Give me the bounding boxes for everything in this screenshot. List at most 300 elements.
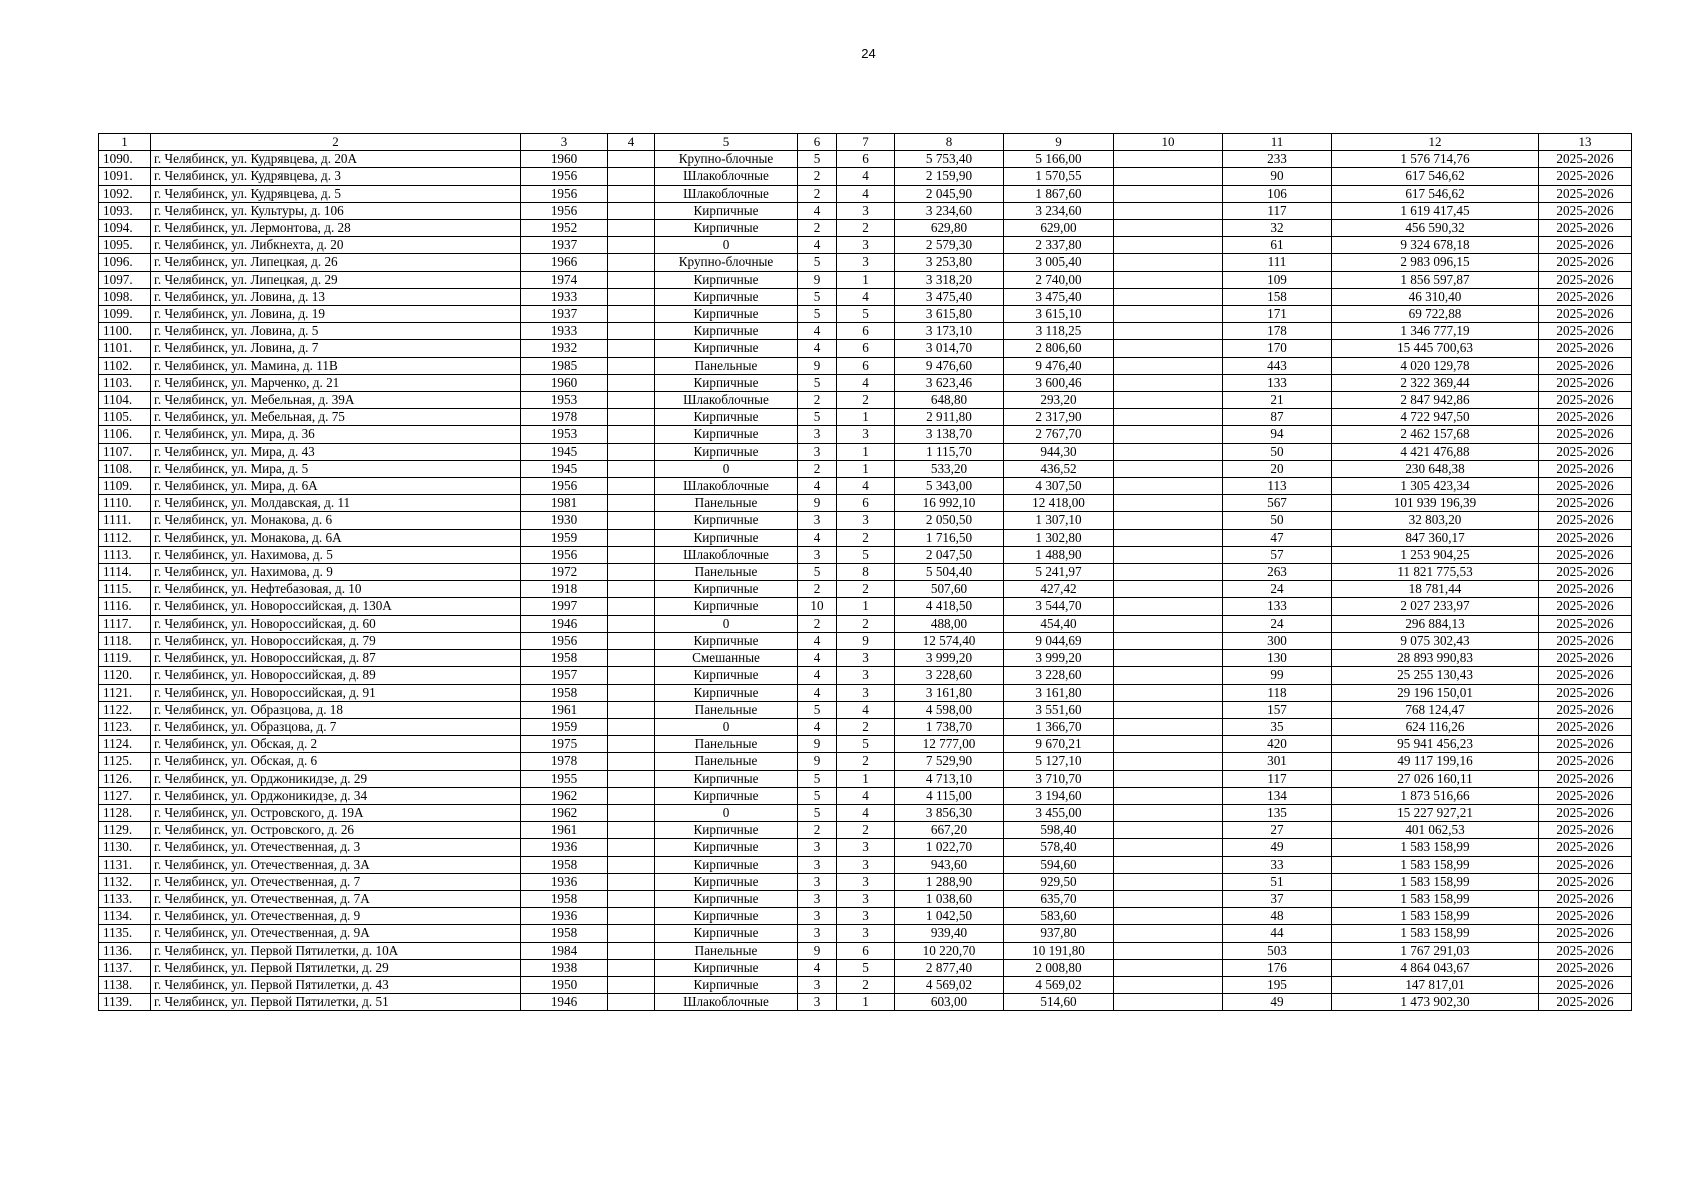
col-4-cell: [608, 701, 655, 718]
col-10-cell: [1114, 512, 1223, 529]
col-4-cell: [608, 615, 655, 632]
col-10-cell: [1114, 237, 1223, 254]
cost-cell: 15 445 700,63: [1332, 340, 1539, 357]
row-number-cell: 1128.: [99, 804, 151, 821]
cost-cell: 2 847 942,86: [1332, 392, 1539, 409]
table-row: [99, 512, 1632, 529]
floors-cell: 3: [798, 890, 837, 907]
floors-cell: 4: [798, 718, 837, 735]
year-built-cell: 1981: [521, 495, 608, 512]
year-built-cell: 1955: [521, 770, 608, 787]
year-built-cell: 1985: [521, 357, 608, 374]
period-cell: 2025-2026: [1539, 564, 1632, 581]
row-number-cell: 1108.: [99, 460, 151, 477]
living-area-cell: 3 710,70: [1004, 770, 1114, 787]
living-area-cell: 293,20: [1004, 392, 1114, 409]
table-row: [99, 994, 1632, 1011]
living-area-cell: 3 600,46: [1004, 374, 1114, 391]
period-cell: 2025-2026: [1539, 323, 1632, 340]
address-cell: г. Челябинск, ул. Новороссийская, д. 91: [151, 684, 521, 701]
year-built-cell: 1933: [521, 288, 608, 305]
floors-cell: 2: [798, 615, 837, 632]
address-cell: г. Челябинск, ул. Обская, д. 2: [151, 736, 521, 753]
total-area-cell: 10 220,70: [895, 942, 1004, 959]
row-number-cell: 1092.: [99, 185, 151, 202]
residents-cell: 87: [1223, 409, 1332, 426]
wall-material-cell: Смешанные: [655, 650, 798, 667]
row-number-cell: 1098.: [99, 288, 151, 305]
period-cell: 2025-2026: [1539, 220, 1632, 237]
address-cell: г. Челябинск, ул. Отечественная, д. 9: [151, 908, 521, 925]
wall-material-cell: Панельные: [655, 942, 798, 959]
floors-cell: 4: [798, 632, 837, 649]
row-number-cell: 1123.: [99, 718, 151, 735]
residents-cell: 51: [1223, 873, 1332, 890]
total-area-cell: 2 050,50: [895, 512, 1004, 529]
living-area-cell: 514,60: [1004, 994, 1114, 1011]
col-10-cell: [1114, 392, 1223, 409]
cost-cell: 1 583 158,99: [1332, 873, 1539, 890]
col-10-cell: [1114, 856, 1223, 873]
floors-cell: 3: [798, 512, 837, 529]
period-cell: 2025-2026: [1539, 839, 1632, 856]
residents-cell: 301: [1223, 753, 1332, 770]
floors-cell: 3: [798, 426, 837, 443]
cost-cell: 1 856 597,87: [1332, 271, 1539, 288]
floors-cell: 5: [798, 564, 837, 581]
wall-material-cell: Кирпичные: [655, 787, 798, 804]
cost-cell: 624 116,26: [1332, 718, 1539, 735]
floors-cell: 4: [798, 202, 837, 219]
living-area-cell: 3 234,60: [1004, 202, 1114, 219]
residents-cell: 50: [1223, 512, 1332, 529]
residents-cell: 20: [1223, 460, 1332, 477]
total-area-cell: 3 014,70: [895, 340, 1004, 357]
entrances-cell: 2: [837, 392, 895, 409]
cost-cell: 1 619 417,45: [1332, 202, 1539, 219]
floors-cell: 10: [798, 598, 837, 615]
col-10-cell: [1114, 718, 1223, 735]
col-4-cell: [608, 443, 655, 460]
total-area-cell: 12 777,00: [895, 736, 1004, 753]
residents-cell: 61: [1223, 237, 1332, 254]
total-area-cell: 4 713,10: [895, 770, 1004, 787]
residents-cell: 48: [1223, 908, 1332, 925]
col-4-cell: [608, 306, 655, 323]
period-cell: 2025-2026: [1539, 684, 1632, 701]
living-area-cell: 1 488,90: [1004, 546, 1114, 563]
entrances-cell: 9: [837, 632, 895, 649]
residents-cell: 567: [1223, 495, 1332, 512]
cost-cell: 2 983 096,15: [1332, 254, 1539, 271]
col-10-cell: [1114, 409, 1223, 426]
row-number-cell: 1093.: [99, 202, 151, 219]
col-4-cell: [608, 598, 655, 615]
entrances-cell: 1: [837, 443, 895, 460]
year-built-cell: 1956: [521, 546, 608, 563]
living-area-cell: 5 166,00: [1004, 151, 1114, 168]
year-built-cell: 1961: [521, 701, 608, 718]
floors-cell: 4: [798, 340, 837, 357]
cost-cell: 401 062,53: [1332, 822, 1539, 839]
floors-cell: 5: [798, 409, 837, 426]
wall-material-cell: Панельные: [655, 564, 798, 581]
address-cell: г. Челябинск, ул. Липецкая, д. 26: [151, 254, 521, 271]
header-cell: 10: [1114, 134, 1223, 151]
cost-cell: 847 360,17: [1332, 529, 1539, 546]
residents-cell: 178: [1223, 323, 1332, 340]
address-cell: г. Челябинск, ул. Островского, д. 19А: [151, 804, 521, 821]
col-10-cell: [1114, 925, 1223, 942]
entrances-cell: 3: [837, 856, 895, 873]
residents-cell: 99: [1223, 667, 1332, 684]
residents-cell: 420: [1223, 736, 1332, 753]
total-area-cell: 2 159,90: [895, 168, 1004, 185]
cost-cell: 1 346 777,19: [1332, 323, 1539, 340]
residents-cell: 130: [1223, 650, 1332, 667]
period-cell: 2025-2026: [1539, 271, 1632, 288]
living-area-cell: 1 307,10: [1004, 512, 1114, 529]
cost-cell: 25 255 130,43: [1332, 667, 1539, 684]
table-row: [99, 357, 1632, 374]
living-area-cell: 2 317,90: [1004, 409, 1114, 426]
year-built-cell: 1936: [521, 839, 608, 856]
residents-cell: 27: [1223, 822, 1332, 839]
entrances-cell: 1: [837, 598, 895, 615]
col-10-cell: [1114, 185, 1223, 202]
residents-cell: 57: [1223, 546, 1332, 563]
table-row: [99, 959, 1632, 976]
period-cell: 2025-2026: [1539, 237, 1632, 254]
address-cell: г. Челябинск, ул. Новороссийская, д. 130А: [151, 598, 521, 615]
living-area-cell: 2 806,60: [1004, 340, 1114, 357]
period-cell: 2025-2026: [1539, 701, 1632, 718]
residents-cell: 134: [1223, 787, 1332, 804]
col-10-cell: [1114, 357, 1223, 374]
wall-material-cell: Кирпичные: [655, 581, 798, 598]
residents-cell: 32: [1223, 220, 1332, 237]
wall-material-cell: Кирпичные: [655, 271, 798, 288]
table-row: [99, 581, 1632, 598]
row-number-cell: 1104.: [99, 392, 151, 409]
col-4-cell: [608, 839, 655, 856]
cost-cell: 1 305 423,34: [1332, 478, 1539, 495]
col-4-cell: [608, 512, 655, 529]
table-row: [99, 254, 1632, 271]
col-10-cell: [1114, 288, 1223, 305]
entrances-cell: 5: [837, 306, 895, 323]
total-area-cell: 507,60: [895, 581, 1004, 598]
wall-material-cell: Кирпичные: [655, 667, 798, 684]
floors-cell: 2: [798, 460, 837, 477]
address-cell: г. Челябинск, ул. Первой Пятилетки, д. 29: [151, 959, 521, 976]
entrances-cell: 4: [837, 478, 895, 495]
period-cell: 2025-2026: [1539, 753, 1632, 770]
residents-cell: 117: [1223, 202, 1332, 219]
entrances-cell: 2: [837, 976, 895, 993]
address-cell: г. Челябинск, ул. Мира, д. 6А: [151, 478, 521, 495]
year-built-cell: 1956: [521, 632, 608, 649]
year-built-cell: 1960: [521, 151, 608, 168]
residents-cell: 21: [1223, 392, 1332, 409]
address-cell: г. Челябинск, ул. Ловина, д. 19: [151, 306, 521, 323]
wall-material-cell: Шлакоблочные: [655, 994, 798, 1011]
cost-cell: 147 817,01: [1332, 976, 1539, 993]
year-built-cell: 1946: [521, 615, 608, 632]
period-cell: 2025-2026: [1539, 495, 1632, 512]
entrances-cell: 3: [837, 684, 895, 701]
floors-cell: 4: [798, 323, 837, 340]
year-built-cell: 1978: [521, 753, 608, 770]
year-built-cell: 1956: [521, 478, 608, 495]
period-cell: 2025-2026: [1539, 890, 1632, 907]
col-10-cell: [1114, 942, 1223, 959]
table-row: [99, 529, 1632, 546]
row-number-cell: 1106.: [99, 426, 151, 443]
table-row: [99, 426, 1632, 443]
total-area-cell: 3 228,60: [895, 667, 1004, 684]
cost-cell: 11 821 775,53: [1332, 564, 1539, 581]
living-area-cell: 5 127,10: [1004, 753, 1114, 770]
col-10-cell: [1114, 168, 1223, 185]
total-area-cell: 16 992,10: [895, 495, 1004, 512]
entrances-cell: 5: [837, 736, 895, 753]
living-area-cell: 944,30: [1004, 443, 1114, 460]
period-cell: 2025-2026: [1539, 925, 1632, 942]
col-10-cell: [1114, 839, 1223, 856]
table-row: [99, 374, 1632, 391]
entrances-cell: 3: [837, 254, 895, 271]
entrances-cell: 6: [837, 340, 895, 357]
year-built-cell: 1932: [521, 340, 608, 357]
col-4-cell: [608, 323, 655, 340]
wall-material-cell: Кирпичные: [655, 873, 798, 890]
address-cell: г. Челябинск, ул. Кудрявцева, д. 20А: [151, 151, 521, 168]
total-area-cell: 1 115,70: [895, 443, 1004, 460]
address-cell: г. Челябинск, ул. Островского, д. 26: [151, 822, 521, 839]
row-number-cell: 1120.: [99, 667, 151, 684]
entrances-cell: 3: [837, 873, 895, 890]
row-number-cell: 1134.: [99, 908, 151, 925]
living-area-cell: 583,60: [1004, 908, 1114, 925]
entrances-cell: 4: [837, 374, 895, 391]
row-number-cell: 1138.: [99, 976, 151, 993]
wall-material-cell: 0: [655, 615, 798, 632]
col-10-cell: [1114, 220, 1223, 237]
total-area-cell: 4 598,00: [895, 701, 1004, 718]
table-row: [99, 478, 1632, 495]
cost-cell: 456 590,32: [1332, 220, 1539, 237]
total-area-cell: 2 047,50: [895, 546, 1004, 563]
entrances-cell: 1: [837, 460, 895, 477]
period-cell: 2025-2026: [1539, 443, 1632, 460]
residents-cell: 135: [1223, 804, 1332, 821]
address-cell: г. Челябинск, ул. Мира, д. 43: [151, 443, 521, 460]
row-number-cell: 1109.: [99, 478, 151, 495]
period-cell: 2025-2026: [1539, 581, 1632, 598]
table-row: [99, 873, 1632, 890]
floors-cell: 5: [798, 288, 837, 305]
residents-cell: 170: [1223, 340, 1332, 357]
period-cell: 2025-2026: [1539, 374, 1632, 391]
address-cell: г. Челябинск, ул. Ловина, д. 7: [151, 340, 521, 357]
total-area-cell: 3 253,80: [895, 254, 1004, 271]
wall-material-cell: Кирпичные: [655, 822, 798, 839]
table-row: [99, 736, 1632, 753]
entrances-cell: 8: [837, 564, 895, 581]
living-area-cell: 436,52: [1004, 460, 1114, 477]
col-4-cell: [608, 460, 655, 477]
living-area-cell: 594,60: [1004, 856, 1114, 873]
row-number-cell: 1099.: [99, 306, 151, 323]
entrances-cell: 3: [837, 512, 895, 529]
cost-cell: 49 117 199,16: [1332, 753, 1539, 770]
residents-cell: 44: [1223, 925, 1332, 942]
col-4-cell: [608, 684, 655, 701]
address-cell: г. Челябинск, ул. Орджоникидзе, д. 34: [151, 787, 521, 804]
row-number-cell: 1100.: [99, 323, 151, 340]
address-cell: г. Челябинск, ул. Новороссийская, д. 60: [151, 615, 521, 632]
floors-cell: 4: [798, 478, 837, 495]
wall-material-cell: Крупно-блочные: [655, 254, 798, 271]
row-number-cell: 1107.: [99, 443, 151, 460]
address-cell: г. Челябинск, ул. Монакова, д. 6А: [151, 529, 521, 546]
total-area-cell: 1 288,90: [895, 873, 1004, 890]
address-cell: г. Челябинск, ул. Отечественная, д. 7: [151, 873, 521, 890]
total-area-cell: 3 161,80: [895, 684, 1004, 701]
residents-cell: 113: [1223, 478, 1332, 495]
table-row: [99, 306, 1632, 323]
row-number-cell: 1103.: [99, 374, 151, 391]
row-number-cell: 1124.: [99, 736, 151, 753]
period-cell: 2025-2026: [1539, 460, 1632, 477]
address-cell: г. Челябинск, ул. Ловина, д. 5: [151, 323, 521, 340]
col-10-cell: [1114, 873, 1223, 890]
residents-cell: 263: [1223, 564, 1332, 581]
year-built-cell: 1997: [521, 598, 608, 615]
period-cell: 2025-2026: [1539, 976, 1632, 993]
entrances-cell: 2: [837, 220, 895, 237]
year-built-cell: 1930: [521, 512, 608, 529]
floors-cell: 2: [798, 168, 837, 185]
entrances-cell: 4: [837, 288, 895, 305]
year-built-cell: 1918: [521, 581, 608, 598]
entrances-cell: 1: [837, 271, 895, 288]
row-number-cell: 1094.: [99, 220, 151, 237]
col-10-cell: [1114, 323, 1223, 340]
total-area-cell: 1 038,60: [895, 890, 1004, 907]
total-area-cell: 3 856,30: [895, 804, 1004, 821]
address-cell: г. Челябинск, ул. Мамина, д. 11В: [151, 357, 521, 374]
col-4-cell: [608, 667, 655, 684]
wall-material-cell: Крупно-блочные: [655, 151, 798, 168]
wall-material-cell: Шлакоблочные: [655, 168, 798, 185]
floors-cell: 5: [798, 151, 837, 168]
year-built-cell: 1956: [521, 202, 608, 219]
header-cell: 5: [655, 134, 798, 151]
total-area-cell: 7 529,90: [895, 753, 1004, 770]
table-body: [99, 134, 1632, 1011]
floors-cell: 2: [798, 392, 837, 409]
col-4-cell: [608, 959, 655, 976]
col-10-cell: [1114, 254, 1223, 271]
year-built-cell: 1950: [521, 976, 608, 993]
table-row: [99, 409, 1632, 426]
period-cell: 2025-2026: [1539, 168, 1632, 185]
col-10-cell: [1114, 822, 1223, 839]
floors-cell: 5: [798, 787, 837, 804]
residents-cell: 109: [1223, 271, 1332, 288]
floors-cell: 3: [798, 873, 837, 890]
residents-cell: 117: [1223, 770, 1332, 787]
year-built-cell: 1938: [521, 959, 608, 976]
cost-cell: 15 227 927,21: [1332, 804, 1539, 821]
living-area-cell: 629,00: [1004, 220, 1114, 237]
col-4-cell: [608, 787, 655, 804]
year-built-cell: 1937: [521, 306, 608, 323]
floors-cell: 5: [798, 804, 837, 821]
year-built-cell: 1946: [521, 994, 608, 1011]
floors-cell: 2: [798, 185, 837, 202]
year-built-cell: 1945: [521, 443, 608, 460]
living-area-cell: 3 118,25: [1004, 323, 1114, 340]
col-4-cell: [608, 546, 655, 563]
year-built-cell: 1953: [521, 392, 608, 409]
period-cell: 2025-2026: [1539, 202, 1632, 219]
address-cell: г. Челябинск, ул. Ловина, д. 13: [151, 288, 521, 305]
floors-cell: 4: [798, 684, 837, 701]
table-row: [99, 787, 1632, 804]
address-cell: г. Челябинск, ул. Отечественная, д. 3: [151, 839, 521, 856]
wall-material-cell: Кирпичные: [655, 409, 798, 426]
wall-material-cell: Кирпичные: [655, 976, 798, 993]
entrances-cell: 3: [837, 426, 895, 443]
row-number-cell: 1131.: [99, 856, 151, 873]
col-4-cell: [608, 409, 655, 426]
address-cell: г. Челябинск, ул. Первой Пятилетки, д. 43: [151, 976, 521, 993]
year-built-cell: 1956: [521, 168, 608, 185]
year-built-cell: 1961: [521, 822, 608, 839]
address-cell: г. Челябинск, ул. Культуры, д. 106: [151, 202, 521, 219]
table-row: [99, 392, 1632, 409]
col-10-cell: [1114, 306, 1223, 323]
address-cell: г. Челябинск, ул. Орджоникидзе, д. 29: [151, 770, 521, 787]
floors-cell: 4: [798, 237, 837, 254]
table-row: [99, 598, 1632, 615]
table-row: [99, 185, 1632, 202]
residents-cell: 118: [1223, 684, 1332, 701]
address-cell: г. Челябинск, ул. Монакова, д. 6: [151, 512, 521, 529]
living-area-cell: 5 241,97: [1004, 564, 1114, 581]
total-area-cell: 3 318,20: [895, 271, 1004, 288]
header-cell: 13: [1539, 134, 1632, 151]
table-header-row: [99, 134, 1632, 151]
col-10-cell: [1114, 598, 1223, 615]
col-10-cell: [1114, 736, 1223, 753]
wall-material-cell: Кирпичные: [655, 908, 798, 925]
year-built-cell: 1959: [521, 529, 608, 546]
year-built-cell: 1937: [521, 237, 608, 254]
total-area-cell: 2 579,30: [895, 237, 1004, 254]
header-cell: 2: [151, 134, 521, 151]
cost-cell: 46 310,40: [1332, 288, 1539, 305]
row-number-cell: 1102.: [99, 357, 151, 374]
total-area-cell: 4 418,50: [895, 598, 1004, 615]
total-area-cell: 2 911,80: [895, 409, 1004, 426]
row-number-cell: 1129.: [99, 822, 151, 839]
period-cell: 2025-2026: [1539, 856, 1632, 873]
living-area-cell: 3 161,80: [1004, 684, 1114, 701]
